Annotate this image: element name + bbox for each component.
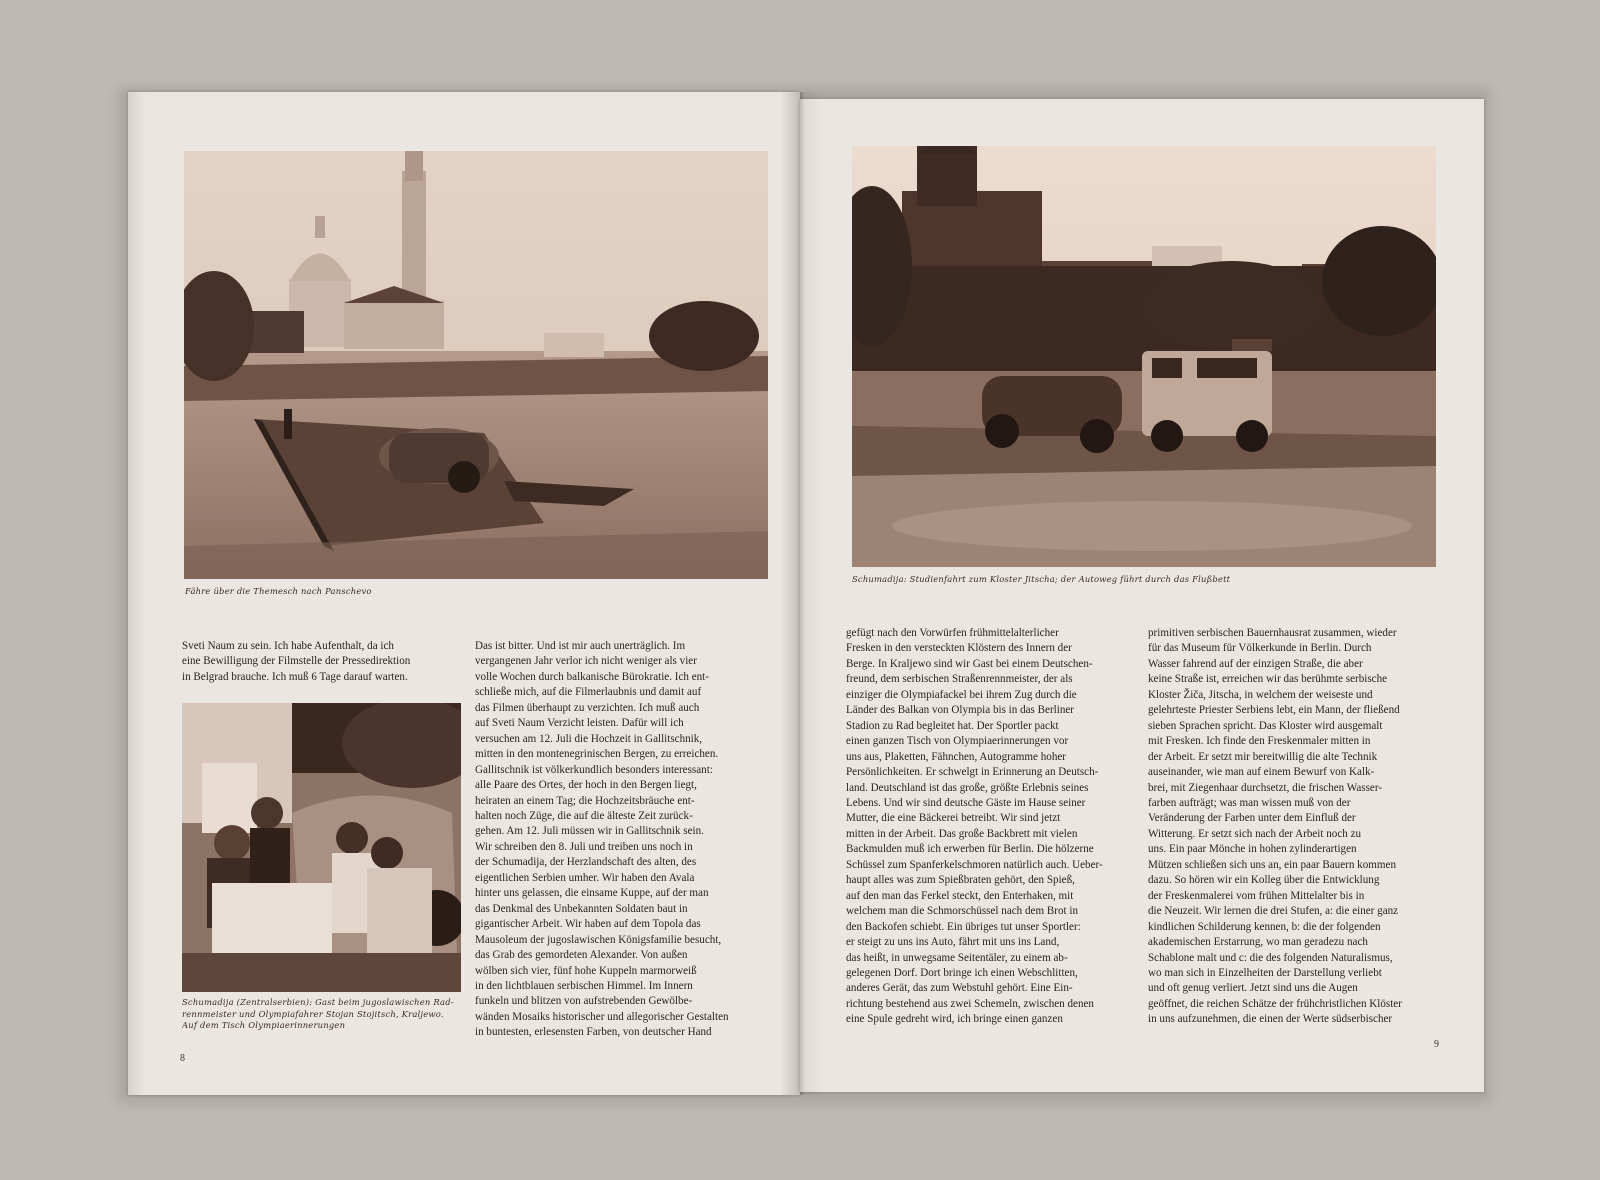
text-line: Schablone malt und c: die des folgenden Naturalismus, <box>1148 951 1393 964</box>
text-line: alle Paare des Ortes, der hoch in den Bergen liegt, <box>475 779 697 792</box>
left-col1-text <box>182 639 461 685</box>
text-line: in den lichtblauen serbischen Himmel. Im Innern <box>475 979 693 992</box>
table-guests-caption <box>182 997 467 1032</box>
text-line: uns aus, Plaketten, Fähnchen, Autogramme hoher <box>846 750 1066 763</box>
monastery-photo-caption: Schumadija: Studienfahrt zum Kloster Jitscha; der Autoweg führt durch das Flußbett <box>852 574 1231 584</box>
text-line: welchem man die Schmorschüssel nach dem Brot in <box>846 905 1078 918</box>
ferry-photo <box>184 151 768 579</box>
text-line: Länder des Balkan von Olympia bis in das Berliner <box>846 704 1074 717</box>
text-line: in uns aufzunehmen, die einen der Werte südserbischer <box>1148 1013 1393 1026</box>
text-line: mitten in der Arbeit. Das große Backbrett mit vielen <box>846 827 1078 840</box>
text-line: uns. Ein paar Mönche in hohen zylinderartigen <box>1148 843 1357 856</box>
text-line: Das ist bitter. Und ist mir auch unerträglich. Im <box>475 640 686 652</box>
monastery-photo <box>852 146 1436 567</box>
text-line: auf den man das Ferkel steckt, den Enterhaken, mit <box>846 889 1074 902</box>
text-line: schließe mich, auf die Filmerlaubnis und damit auf <box>475 686 702 699</box>
text-line: Fresken in den versteckten Klöstern des Innern der <box>846 642 1072 655</box>
text-line: eigentlichen Serbien umher. Wir haben den Avala <box>475 871 695 884</box>
text-line: in Belgrad brauche. Ich muß 6 Tage darauf warten. <box>182 670 408 683</box>
page-number-right: 9 <box>1434 1039 1439 1050</box>
text-line: einen ganzen Tisch von Olympiaerinnerungen vor <box>846 735 1069 748</box>
text-line: Berge. In Kraljewo sind wir Gast bei einem Deutschen- <box>846 657 1093 670</box>
left-col2-text <box>475 639 767 1041</box>
text-line: brei, mit Ziegenhaar durchsetzt, die frischen Wasser- <box>1148 781 1383 794</box>
text-line: richtung bestehend aus zwei Schemeln, zwischen denen <box>846 997 1094 1010</box>
text-line: das heißt, in unwegsame Seitentäler, zu einem ab- <box>846 951 1068 964</box>
text-line: eine Spule gedreht wird, ich bringe einen ganzen <box>846 1013 1063 1026</box>
text-line: auf Sveti Naum Verzicht leisten. Dafür will ich <box>475 717 684 730</box>
text-line: Witterung. Er setzt sich nach der Arbeit noch zu <box>1148 827 1362 840</box>
text-line: in buntesten, erlesensten Farben, von deutscher Hand <box>475 1026 712 1039</box>
text-line: das Denkmal des Unbekannten Soldaten baut in <box>475 902 688 915</box>
text-line: farben aufträgt; was man wissen muß von der <box>1148 796 1351 809</box>
text-line: land. Deutschland ist das große, größte Erlebnis seines <box>846 781 1089 794</box>
text-line: primitiven serbischen Bauernhausrat zusammen, wieder <box>1148 627 1397 639</box>
text-line: gehen. Am 12. Juli müssen wir in Gallitschnik sein. <box>475 825 704 838</box>
text-line: eine Bewilligung der Filmstelle der Pressedirektion <box>182 655 411 668</box>
text-line: haupt alles was zum Spießbraten gehört, den Spieß, <box>846 874 1075 887</box>
text-line: gigantischer Arbeit. Wir haben auf dem Topola das <box>475 918 701 931</box>
text-line: er steigt zu uns ins Auto, fährt mit uns ins Land, <box>846 936 1060 949</box>
text-line: Mausoleum der jugoslawischen Königsfamilie besucht, <box>475 933 722 946</box>
text-line: akademischen Erstarrung, wo man geradezu nach <box>1148 936 1368 949</box>
text-line: den Backofen schiebt. Ein übriges tut unser Sportler: <box>846 920 1081 933</box>
text-line: Veränderung der Farben unter dem Einfluß der <box>1148 812 1356 825</box>
text-line: sieben Sprachen spricht. Das Kloster wird ausgemalt <box>1148 719 1383 732</box>
text-line: einziger die Olympiafackel bei ihrem Zug durch die <box>846 688 1077 701</box>
caption-line: Schumadija (Zentralserbien): Gast beim jugoslawischen Rad- <box>182 997 454 1007</box>
text-line: funkeln und blitzen von aufstrebenden Gewölbe- <box>475 995 693 1008</box>
text-line: das Grab des gemordeten Alexander. Von außen <box>475 949 688 962</box>
text-line: Backmulden muß ich erwerben für Berlin. Die hölzerne <box>846 843 1094 856</box>
text-line: Mützen schließen sich uns an, ein paar Bauern kommen <box>1148 858 1396 871</box>
text-line: gefügt nach den Vorwürfen frühmittelalterlicher <box>846 627 1059 639</box>
caption-line: Auf dem Tisch Olympiaerinnerungen <box>182 1020 346 1031</box>
text-line: wölben sich vier, fünf hohe Kuppeln marmorweiß <box>475 964 697 977</box>
text-line: Kloster Žiča, Jitscha, in welchem der weiseste und <box>1148 688 1373 701</box>
text-line: die Neuzeit. Wir lernen die drei Stufen, a: die einer ganz <box>1148 905 1399 918</box>
page-number-left: 8 <box>180 1053 185 1064</box>
text-line: dazu. So hören wir ein Kolleg über die Entwicklung <box>1148 874 1380 887</box>
text-line: der Arbeit. Er setzt mir bereitwillig die alte Technik <box>1148 750 1378 763</box>
text-line: Sveti Naum zu sein. Ich habe Aufenthalt, da ich <box>182 640 394 652</box>
text-line: Gallitschnik ist völkerkundlich besonders interessant: <box>475 763 713 776</box>
text-line: auseinander, wie man auf einem Bewurf von Kalk- <box>1148 766 1375 779</box>
text-line: mit Fresken. Ich finde den Freskenmaler mitten in <box>1148 735 1371 748</box>
text-line: gelegenen Dorf. Dort bringe ich einen Webschlitten, <box>846 966 1078 979</box>
ferry-photo-caption: Fähre über die Themesch nach Panschevo <box>185 586 372 596</box>
text-line: Stadion zu Rad begleitet hat. Der Sportler packt <box>846 719 1059 732</box>
text-line: Wir schreiben den 8. Juli und treiben uns noch in <box>475 840 693 853</box>
text-line: für das Museum für Völkerkunde in Berlin. Durch <box>1148 642 1372 655</box>
text-line: geöffnet, die reichen Schätze der frühchristlichen Klöster <box>1148 997 1402 1010</box>
text-line: Lebens. Und wir sind deutsche Gäste im Hause seiner <box>846 796 1086 809</box>
text-line: halten noch Züge, die auf die älteste Zeit zurück- <box>475 809 693 822</box>
text-line: kindlichen Schilderung kennen, b: die der folgenden <box>1148 920 1381 933</box>
text-line: wänden Mosaiks historischer und allegorischer Gestalten <box>475 1010 729 1023</box>
right-col2-text <box>1148 626 1438 1028</box>
text-line: anderes Gerät, das zum Webstuhl gehört. Eine Ein- <box>846 982 1073 995</box>
text-line: Schüssel zum Spanferkelschmoren natürlich auch. Ueber- <box>846 858 1103 871</box>
text-line: der Schumadija, der Herzlandschaft des alten, des <box>475 856 697 869</box>
right-col1-text <box>846 626 1138 1028</box>
text-line: versuchen am 12. Juli die Hochzeit in Gallitschnik, <box>475 732 703 745</box>
text-line: volle Wochen durch balkanische Bürokratie. Ich ent- <box>475 670 709 683</box>
text-line: das Filmen überhaupt zu verzichten. Ich muß auch <box>475 701 700 714</box>
text-line: hinter uns gelassen, die einsame Kuppe, auf der man <box>475 887 709 900</box>
text-line: Persönlichkeiten. Er schwelgt in Erinnerung an Deutsch- <box>846 766 1099 779</box>
text-line: keine Straße ist, erreichen wir das berühmte serbische <box>1148 673 1388 686</box>
text-line: gelehrteste Priester Serbiens lebt, ein Mann, der fließend <box>1148 704 1400 717</box>
text-line: der Freskenmalerei vom frühen Mittelalter bis in <box>1148 889 1365 902</box>
text-line: heiraten an einem Tag; die Hochzeitsbräuche ent- <box>475 794 695 807</box>
text-line: Wasser fahrend auf der einzigen Straße, die aber <box>1148 657 1363 670</box>
text-line: wo man sich in Einzelheiten der Darstellung verliebt <box>1148 966 1382 979</box>
text-line: vergangenen Jahr verlor ich nicht weniger als vier <box>475 655 697 668</box>
text-line: Mutter, die eine Bäckerei betreibt. Wir sind jetzt <box>846 812 1061 825</box>
table-guests-photo <box>182 703 461 992</box>
left-page-edge <box>128 92 146 1095</box>
text-line: und oft genug verliert. Jetzt sind uns die Augen <box>1148 982 1358 995</box>
text-line: freund, dem serbischen Straßenrennmeister, der als <box>846 673 1073 686</box>
text-line: mitten in den montenegrinischen Bergen, zu erreichen. <box>475 748 719 761</box>
caption-line: rennmeister und Olympiafahrer Stojan Stojitsch, Kraljewo. <box>182 1008 444 1019</box>
